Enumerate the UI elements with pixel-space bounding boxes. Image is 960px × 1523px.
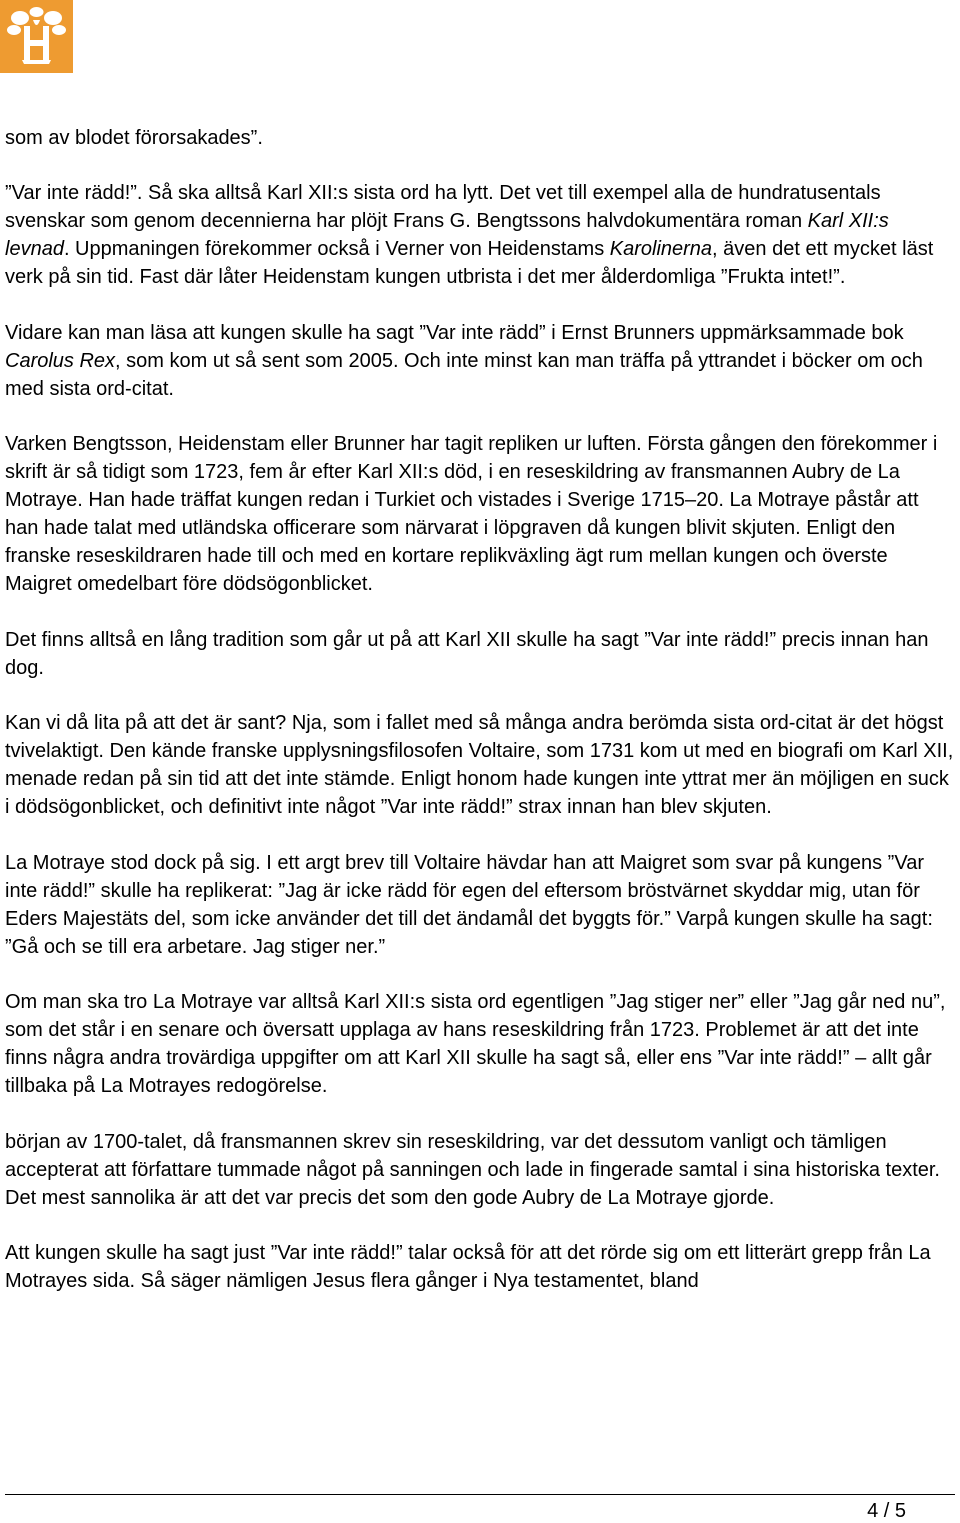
text-run: ”Var inte rädd!”. Så ska alltså Karl XII:s sista ord ha lytt. Det vet till exempel alla de hundratusentals svenskar som genom decennierna har plöjt Frans G. Bengtssons halvdokumentära roman — [5, 182, 881, 232]
text-run: Kan vi då lita på att det är sant? Nja, som i fallet med så många andra berömda sista ord-citat är det högst tvivelaktigt. Den kände franske upplysningsfilosofen Voltaire, som 1731 kom ut med en biografi om Karl XII, menade redan på sin tid att det inte stämde. Enligt honom hade kungen inte yttrat mer än möjligen en suck i dödsögonblicket, och definitivt inte något ”Var inte rädd!” strax innan han blev skjuten. — [5, 712, 954, 818]
paragraph — [5, 319, 955, 403]
text-run: Vidare kan man läsa att kungen skulle ha sagt ”Var inte rädd” i Ernst Brunners uppmärksammade bok — [5, 321, 904, 344]
article-body — [5, 124, 955, 1323]
paragraph — [5, 849, 955, 961]
page-number: 4 / 5 — [867, 1500, 906, 1522]
text-run: början av 1700-talet, då fransmannen skrev sin reseskildring, var det dessutom vanligt och tämligen accepterat att författare tummade något på sanningen och lade in fingerade samtal i sina historiska texter. Det mest sannolika är att det var precis det som den gode Aubry de La Motraye gjorde. — [5, 1130, 940, 1209]
text-run: La Motraye stod dock på sig. I ett argt brev till Voltaire hävdar han att Maigret som svar på kungens ”Var inte rädd!” skulle ha replikerat: ”Jag är icke rädd för egen del eftersom bröstvärnet skyddar mig, utan för Eders Majestäts del, som icke använder det till det ändamål det byggts för.” Varpå kungen skulle ha sagt: ”Gå och se till era arbetare. Jag stiger ner.” — [5, 851, 933, 958]
text-run: Det finns alltså en lång tradition som går ut på att Karl XII skulle ha sagt ”Var inte rädd!” precis innan han dog. — [5, 628, 929, 679]
paragraph — [5, 626, 955, 682]
italic-title: Karl XII:s levnad — [5, 210, 889, 260]
text-run: Varken Bengtsson, Heidenstam eller Brunner har tagit repliken ur luften. Första gången den förekommer i skrift är så tidigt som 1723, fem år efter Karl XII:s död, i en reseskildring av fransmannen Aubry de La Motraye. Han hade träffat kungen redan i Turkiet och vistades i Sverige 1715–20. La Motraye påstår att han hade talat med utländska officerare som närvarat i löpgraven då kungen blivit skjuten. Enligt den franske reseskildraren hade till och med en kortare replikväxling ägt rum mellan kungen och överste Maigret omedelbart före dödsögonblicket. — [5, 433, 938, 595]
paragraph — [5, 124, 955, 152]
tree-house-logo-icon — [0, 0, 73, 73]
footer-divider — [5, 1494, 955, 1495]
house-logo — [0, 0, 73, 73]
paragraph — [5, 430, 955, 598]
paragraph — [5, 179, 955, 291]
paragraph — [5, 709, 955, 821]
text-run: . Uppmaningen förekommer också i Verner von Heidenstams — [63, 238, 610, 260]
text-run: , som kom ut så sent som 2005. Och inte minst kan man träffa på yttrandet i böcker om och med sista ord-citat. — [5, 349, 923, 400]
paragraph — [5, 1128, 955, 1212]
text-run: Om man ska tro La Motraye var alltså Karl XII:s sista ord egentligen ”Jag stiger ner” eller ”Jag går ned nu”, som det står i en senare och översatt upplaga av hans reseskildring från 1723. Problemet är att det inte finns några andra trovärdiga uppgifter om att Karl XII skulle ha sagt så, eller ens ”Var inte rädd!” – allt går tillbaka på La Motrayes redogörelse. — [5, 991, 946, 1097]
text-run: som av blodet förorsakades”. — [5, 127, 263, 149]
text-run: , även det ett mycket läst verk på sin tid. Fast där låter Heidenstam kungen utbrista i det mer ålderdomliga ”Frukta intet!”. — [5, 238, 934, 288]
italic-title: Carolus Rex — [5, 349, 116, 372]
italic-title: Karolinerna — [609, 238, 713, 260]
paragraph — [5, 988, 955, 1100]
text-run: Att kungen skulle ha sagt just ”Var inte rädd!” talar också för att det rörde sig om ett litterärt grepp från La Motrayes sida. Så säger nämligen Jesus flera gånger i Nya testamentet, bland — [5, 1242, 931, 1292]
paragraph — [5, 1239, 955, 1295]
